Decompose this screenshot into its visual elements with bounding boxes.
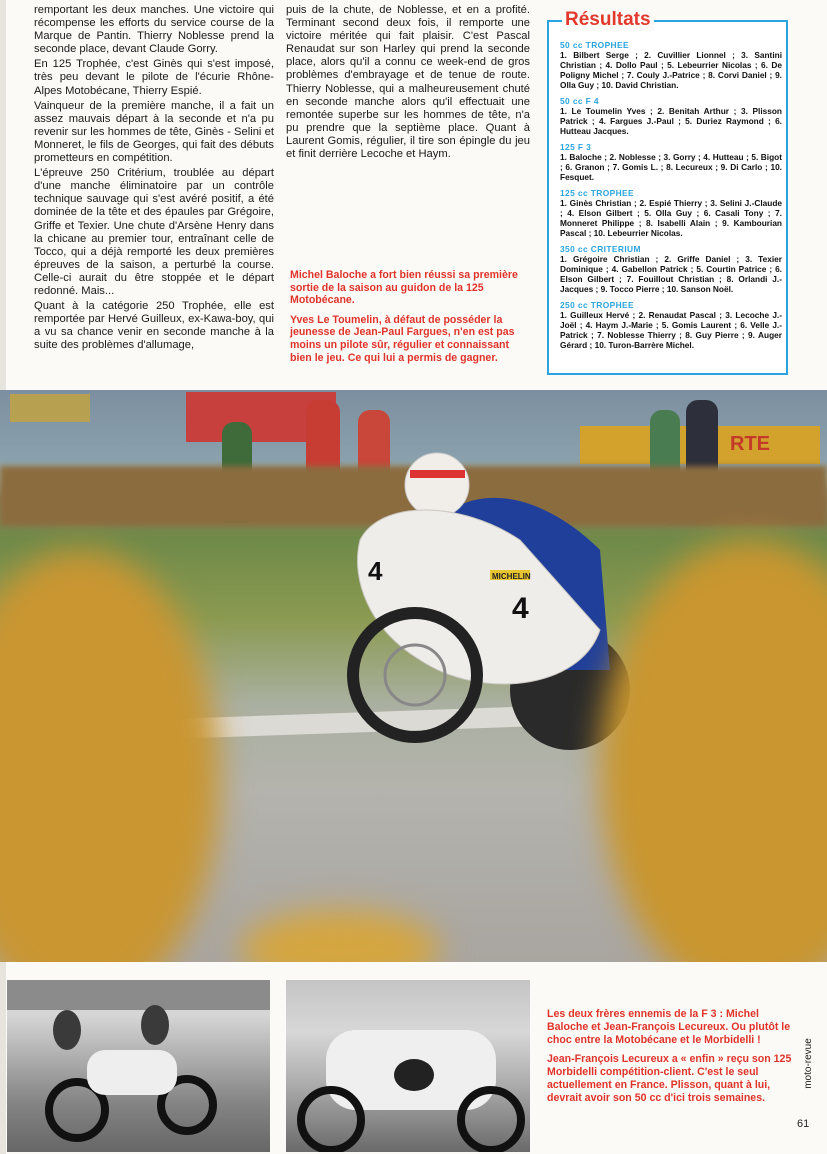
result-category-ranking: 1. Bilbert Serge ; 2. Cuvillier Lionnel ; 3. Santini Christian ; 4. Dollo Paul ; 5. Lebeurrier Nicolas ; 6. De Poligny Michel ; 7. Couly J.-Patrice ; 8. Corvi Daniel ; 9. Olla Guy ; 10. David Christian. — [560, 50, 782, 90]
result-category-name: 350 cc CRITERIUM — [560, 244, 641, 254]
result-category-name: 50 cc TROPHEE — [560, 40, 629, 50]
bike-fairing — [87, 1050, 177, 1095]
result-category — [560, 142, 782, 182]
spectator-stand — [7, 980, 270, 1010]
bike-wheel — [301, 1090, 361, 1150]
magazine-side-label — [800, 1040, 816, 1094]
result-category — [560, 300, 782, 350]
caption-lecureux: Jean-François Lecureux a « enfin » reçu son 125 Morbidelli compétition-client. C'est le seul actuellement en France. Plisson, quant à lui, devrait avoir son 50 cc d'ici trois semaines. — [547, 1053, 792, 1104]
result-category-name: 250 cc TROPHEE — [560, 300, 635, 310]
results-title: Résultats — [562, 9, 654, 31]
result-category — [560, 244, 782, 294]
paragraph: Vainqueur de la première manche, il a fait un assez mauvais départ à la seconde et n'a pu revenir sur les hommes de tête, Ginès - Selini et Monneret, le fils de Georges, qui fait des débuts prometteurs en compétition. — [34, 99, 274, 165]
photo-caption-top — [290, 269, 530, 371]
result-category-ranking: 1. Grégoire Christian ; 2. Griffe Daniel ; 3. Texier Dominique ; 4. Gabellon Patrick ; 5. Courtin Patrice ; 6. Elson Gilbert ; 7. Fouillout Christian ; 8. Orlandi J.-Jacques ; 9. Tocco Pierre ; 10. Sanson Noël. — [560, 254, 782, 294]
paragraph: puis de la chute, de Noblesse, et en a profité. Terminant second deux fois, il remporte une victoire méritée qui fait plaisir. C'est Pascal Renaudat sur son Harley qui prend la seconde place, alors qu'il a connu ce week-end de gros problèmes d'embrayage et de tenue de route. Thierry Noblesse, qui a malheureusement chuté en seconde manche alors qu'il effectuait une remontée superbe sur les hommes de tête, n'a pu prendre que la septième place. Quant à Laurent Gomis, régulier, il tire son épingle du jeu et finit derrière Lecoche et Haym. — [286, 4, 530, 161]
magazine-name: moto-revue — [802, 1038, 814, 1089]
helmet — [405, 453, 469, 517]
result-category-ranking: 1. Ginès Christian ; 2. Espié Thierry ; 3. Selini J.-Claude ; 4. Elson Gilbert ; 5. Olla Guy ; 6. Casali Tony ; 7. Monneret Philippe ; 8. Isabelli Alain ; 9. Kambourian Pascal ; 10. Lebeurrier Nicolas. — [560, 198, 782, 238]
result-category-name: 125 F 3 — [560, 142, 592, 152]
morbidelli-illustration — [286, 980, 530, 1152]
paragraph: remportant les deux manches. Une victoire qui récompense les efforts du service course de la Marque de Pantin. Thierry Noblesse prend la seconde place, devant Claude Gorry. — [34, 4, 274, 56]
two-riders-illustration — [7, 980, 270, 1152]
helmet-stripe — [410, 470, 465, 478]
photo-caption-bottom — [547, 1008, 792, 1112]
bike-wheel — [461, 1090, 521, 1150]
caption-baloche: Michel Baloche a fort bien réussi sa première sortie de la saison au guidon de la 125 Motobécane. — [290, 269, 518, 307]
paragraph: Quant à la catégorie 250 Trophée, elle est remportée par Hervé Guilleux, ex-Kawa-boy, qui a vu sa chance venir en seconde manche à la suite des problèmes d'allumage, — [34, 300, 274, 352]
caption-le-toumelin: Yves Le Toumelin, à défaut de posséder la jeunesse de Jean-Paul Fargues, n'en est pas moins un pilote sûr, régulier et connaissant bien le jeu. Ce qui lui a permis de gagner. — [290, 313, 515, 364]
article-column-1 — [34, 4, 274, 354]
paragraph: En 125 Trophée, c'est Ginès qui s'est imposé, très peu devant le pilote de l'écurie Rhône-Alpes Motobécane, Thierry Espié. — [34, 58, 274, 97]
result-category — [560, 188, 782, 238]
banner-text: RTE — [730, 433, 770, 455]
result-category-ranking: 1. Le Toumelin Yves ; 2. Benitah Arthur ; 3. Plisson Patrick ; 4. Fargues J.-Paul ; 5. Duriez Raymond ; 6. Hutteau Jacques. — [560, 106, 782, 136]
result-category-name: 50 cc F 4 — [560, 96, 599, 106]
photo-morbidelli — [286, 980, 530, 1152]
rider-right — [141, 1005, 169, 1045]
bike-number-left: 4 — [368, 556, 383, 586]
paragraph: L'épreuve 250 Critérium, troublée au départ d'une manche éliminatoire par un contrôle technique sauvage qui s'est avéré positif, a été dominée de la tête et des épaules par Grégoire, Griffe et Texier. Une chute d'Arsène Henry dans la chicane au premier tour, entraînant celle de Tocco, qui a déjà remporté les deux premières épreuves de la saison, a perturbé la course. Celle-ci aurait du être stoppée et le départ redonné. Mais... — [34, 167, 274, 297]
bike-number-right: 4 — [512, 592, 529, 625]
rider-left — [53, 1010, 81, 1050]
fairing-sponsor-text: MICHELIN — [492, 572, 531, 581]
results-list — [560, 40, 782, 356]
caption-brothers: Les deux frères ennemis de la F 3 : Michel Baloche et Jean-François Lecureux. Ou plutôt le choc entre la Motobécane et le Morbidelli ! — [547, 1008, 791, 1046]
number-plate — [394, 1059, 434, 1091]
race-photo — [0, 390, 827, 962]
result-category-ranking: 1. Guilleux Hervé ; 2. Renaudat Pascal ; 3. Lecoche J.-Joël ; 4. Haym J.-Marie ; 5. Gomis Laurent ; 6. Velle J.-Patrick ; 7. Noblesse Thierry ; 8. Guy Pierre ; 9. Auger Gérard ; 10. Turon-Barrère Michel. — [560, 310, 782, 350]
result-category — [560, 96, 782, 136]
photo-two-riders — [7, 980, 270, 1152]
page-number: 61 — [797, 1118, 810, 1130]
result-category-name: 125 cc TROPHEE — [560, 188, 635, 198]
article-column-2 — [286, 4, 530, 163]
result-category-ranking: 1. Baloche ; 2. Noblesse ; 3. Gorry ; 4. Hutteau ; 5. Bigot ; 6. Granon ; 7. Gomis L. ; 8. Lecureux ; 9. Di Carlo ; 10. Fesquet. — [560, 152, 782, 182]
result-category — [560, 40, 782, 90]
